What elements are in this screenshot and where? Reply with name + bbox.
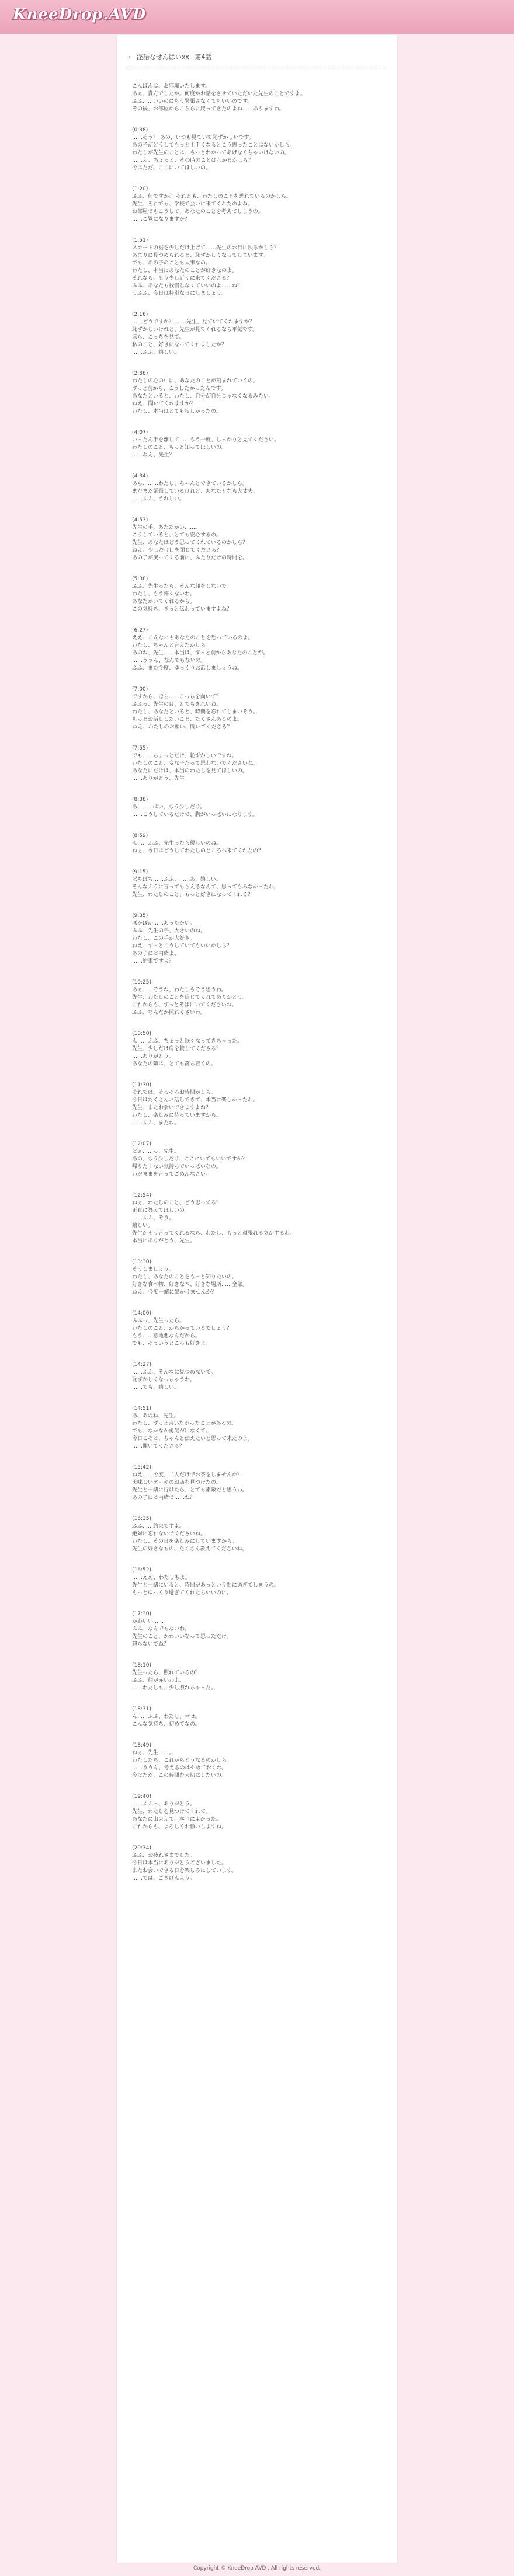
script-line: スカートの裾を少しだけ上げて……先生のお目に映るかしら？ [132, 245, 280, 251]
script-line: ねえ……今度、二人だけでお茶をしませんか？ [132, 1472, 243, 1478]
script-line: あ、……はい、もう少しだけ。 [132, 804, 206, 810]
script-line: 好きな食べ物、好きな本、好きな場所……全部。 [132, 1282, 248, 1288]
script-line: まだまだ緊張しているけれど、あなたとなら大丈夫。 [132, 489, 259, 494]
footer-copyright: Copyright © KneeDrop AVD , All rights reserved. [193, 2565, 321, 2571]
script-line: こんばんは、お邪魔いたします。 [132, 83, 211, 89]
script-line: そうしましょう。 [132, 1267, 175, 1273]
script-line: ぽかぽか……あったかい。 [132, 921, 195, 926]
script-line: いったん手を離して……もう一度、しっかりと見てください。 [132, 437, 280, 443]
script-line: ずっと前から、こうしたかったんです。 [132, 386, 226, 392]
script-line: わたしが先生のことは、もっとわかってあげなくちゃいけないの。 [132, 150, 290, 156]
chevron-right-icon: › [128, 53, 131, 61]
script-line: わたし、楽しみに待っていますから。 [132, 1113, 222, 1118]
script-line: 本当にありがとう、先生。 [132, 1238, 196, 1244]
script-line: あら、……わたし、ちゃんとできているかしら。 [132, 481, 248, 487]
script-line: ……え、ちょっと、その時のことはわかるかしら？ [132, 158, 253, 163]
script-line: こうしていると、とても安心するの。 [132, 532, 221, 538]
script-line: ふふ、顔が赤いわよ。 [132, 1678, 185, 1683]
script-line: ふふ、なんでもないわ。 [132, 1626, 190, 1632]
script-line: わたし、本当はとても寂しかったの。 [132, 409, 221, 414]
script-line: ……わたしも、少し照れちゃった。 [132, 1685, 217, 1691]
script-line: わたし、もう怖くないわ。 [132, 591, 195, 597]
script-line: ねぇ、わたしのこと、どう思ってる？ [132, 1200, 222, 1206]
script-line: わたし、あなたのことをもっと知りたいの。 [132, 1274, 237, 1280]
script-line: その後、お部屋からこちらに戻ってきたのよね……ありますわ。 [132, 106, 284, 112]
script-line: ほら、こっちを見て。 [132, 334, 185, 340]
script-line: ねぇ、今日はどうしてわたしのところへ来てくれたの？ [132, 848, 264, 854]
script-line: 先生、わたしを見つけてくれて。 [132, 1809, 211, 1815]
script-section [132, 186, 383, 224]
timestamp: (16:52) [132, 1567, 151, 1573]
timestamp: (14:00) [132, 1310, 151, 1316]
script-body [132, 83, 383, 1896]
script-line: 絶対に忘れないでくださいね。 [132, 1531, 206, 1537]
script-line: あの子がどうしてもっと上手くなるとこう思ったことはないかしら。 [132, 142, 296, 148]
script-section [132, 1259, 383, 1296]
page-title: 淫語なせんぱいxx [136, 53, 189, 61]
script-line: ふふ、なんだか照れくさいわ。 [132, 1010, 206, 1016]
script-line: 恥ずかしくなっちゃうわ。 [132, 1377, 195, 1383]
script-line: ぱちぱち……ふふ、……あ、嬉しい。 [132, 877, 221, 883]
script-line: 嬉しい。 [132, 1223, 154, 1229]
script-section [132, 237, 383, 298]
script-line: ふふ……いいのにもう緊張さなくてもいいのです。 [132, 99, 253, 104]
script-line: わたし、ずっと言いたかったことがあるの。 [132, 1421, 237, 1427]
script-line: ……でも、嬉しい。 [132, 1385, 180, 1390]
site-header [0, 0, 514, 34]
timestamp: (18:49) [132, 1742, 151, 1748]
script-line: ええ、こんなにもあなたのことを想っているのよ。 [132, 635, 253, 641]
script-line: でも、なかなか勇気が出なくて。 [132, 1428, 211, 1434]
script-section [132, 311, 383, 357]
episode-label: 第4話 [195, 53, 212, 61]
script-section [132, 1611, 383, 1648]
script-line: ふふ、お疲れさまでした。 [132, 1853, 196, 1859]
script-line: 怒らないでね？ [132, 1641, 169, 1647]
script-section [132, 576, 383, 614]
script-line: 今日こそは、ちゃんと伝えたいと思って来たのよ。 [132, 1436, 253, 1442]
script-line: これからも、ずっとそばにいてくださいね。 [132, 1002, 237, 1008]
script-line: ふふ、何ですか？ それとも、わたしのことを恐れているのかしら。 [132, 194, 292, 200]
script-line: ふふ、また今度、ゆっくりお話しましょうね。 [132, 665, 243, 671]
script-line: 先生、あなたはどう思ってくれているのかしら？ [132, 540, 248, 546]
timestamp: (15:42) [132, 1465, 151, 1470]
timestamp: (7:00) [132, 686, 148, 692]
timestamp: (4:53) [132, 517, 148, 523]
script-section [132, 517, 383, 562]
script-line: あぁ……そうね、わたしもそう思うわ。 [132, 987, 227, 993]
script-line: こんな気持ち、初めてなの。 [132, 1721, 200, 1727]
script-line: でも……ちょっとだけ、恥ずかしいですね。 [132, 753, 237, 759]
script-line: 今日は本当にありがとうございました。 [132, 1860, 227, 1866]
timestamp: (11:30) [132, 1082, 151, 1088]
script-section [132, 1464, 383, 1502]
script-line: ですから、ほら……こっちを向いて？ [132, 694, 221, 700]
script-line: わたしたち、これからどうなるのかしら。 [132, 1758, 232, 1763]
script-line: わたしのこと、からかっているでしょう？ [132, 1326, 232, 1331]
timestamp: (13:30) [132, 1259, 151, 1265]
script-line: これからも、よろしくお願いしますね。 [132, 1824, 227, 1830]
script-line: ふふっ、先生の目、とてもきれいね。 [132, 702, 222, 707]
timestamp: (4:34) [132, 473, 148, 479]
script-line: ふふ……約束ですよ。 [132, 1524, 185, 1529]
timestamp: (19:40) [132, 1794, 151, 1800]
script-section [132, 429, 383, 459]
main-content [117, 35, 397, 2563]
script-line: 今日はたくさんお話しできて、本当に楽しかったわ。 [132, 1097, 258, 1103]
script-line: ……ふふ、うれしい。 [132, 496, 185, 502]
script-section [132, 1141, 383, 1179]
script-line: わたし、その日を楽しみにしていますから。 [132, 1539, 238, 1545]
script-line: でも、そういうところも好きよ。 [132, 1341, 211, 1347]
script-line: 先生の好きなもの、たくさん教えてくださいね。 [132, 1546, 248, 1552]
script-line: 正直に答えてほしいの。 [132, 1208, 190, 1214]
script-section [132, 686, 383, 731]
script-line: ん……ふふ、わたし、幸せ。 [132, 1714, 200, 1720]
script-line: ……ふふ、またね。 [132, 1120, 180, 1126]
script-section [132, 127, 383, 172]
script-section [132, 796, 383, 819]
timestamp: (17:30) [132, 1611, 151, 1617]
script-section [132, 473, 383, 503]
script-line: ねえ、ずっとこうしていてもいいかしら？ [132, 943, 232, 949]
timestamp: (10:50) [132, 1031, 151, 1037]
timestamp: (1:51) [132, 238, 148, 243]
script-section [132, 1793, 383, 1831]
script-section [132, 745, 383, 783]
script-line: 帰りたくない気持ちでいっぱいなの。 [132, 1164, 221, 1170]
script-line: あなたの隣は、とても落ち着くの。 [132, 1061, 216, 1067]
script-line: 先生がそう言ってくれるなら、わたし、もっと頑張れる気がするわ。 [132, 1231, 295, 1236]
timestamp: (9:35) [132, 913, 148, 919]
script-line: それなら、もう少し近くに来てくださる？ [132, 276, 232, 281]
script-line: わたしの心の中に、あなたのことが刻まれていくの。 [132, 378, 258, 384]
script-section [132, 83, 383, 113]
script-line: 先生、またお会いできますよね？ [132, 1105, 211, 1111]
script-line: ……ううん、なんでもないの。 [132, 658, 206, 664]
script-section [132, 627, 383, 672]
script-line: ふふ、先生ったら、そんな顔をしないで。 [132, 584, 232, 590]
script-section [132, 1706, 383, 1728]
script-line: わたしのこと、もっと知ってほしいの。 [132, 445, 227, 451]
script-line: あ、あのね、先生。 [132, 1413, 179, 1419]
script-line: うふふ、今日は特別な日にしましょう。 [132, 291, 227, 297]
timestamp: (4:07) [132, 430, 148, 435]
script-line: ねえ、わたしのお願い、聞いてくださる？ [132, 724, 232, 730]
script-line: 私のこと、好きになってくれましたか？ [132, 342, 227, 348]
script-line: かわいい……。 [132, 1619, 169, 1625]
script-line: 先生、それでも、学校で会いに来てくれたのよね。 [132, 201, 253, 207]
script-line: ……では、ごきげんよう。 [132, 1876, 196, 1881]
script-line: あの子が戻ってくる前に、ふたりだけの時間を。 [132, 555, 248, 561]
page-title-bar [128, 51, 386, 67]
script-section [132, 1310, 383, 1348]
timestamp: (7:55) [132, 745, 148, 751]
script-line: 今はただ、ここにいてほしいの。 [132, 165, 211, 171]
script-line: あなたに出会えて、本当によかった。 [132, 1817, 221, 1822]
script-line: わたし、この手が大好き。 [132, 936, 195, 942]
script-section [132, 1361, 383, 1392]
site-logo[interactable]: KneeDrop.AVD [13, 6, 147, 23]
script-section [132, 1845, 383, 1883]
script-line: ん……ふふ、先生ったら優しいのね。 [132, 841, 222, 846]
timestamp: (2:16) [132, 312, 148, 318]
script-line: ……そう？ あの、いつも見ていて恥ずかしいです。 [132, 135, 254, 141]
script-line: ……ええ、わたしもよ。 [132, 1575, 190, 1581]
script-line: わたし、ちゃんと言えたかしら。 [132, 643, 211, 649]
script-line: あまりに見つめられると、恥ずかしくなってしまいます。 [132, 253, 269, 259]
timestamp: (12:07) [132, 1141, 151, 1147]
script-line: この気持ち、きっと伝わっていますよね？ [132, 606, 232, 612]
script-line: はぁ……っ、先生。 [132, 1149, 180, 1155]
timestamp: (10:25) [132, 979, 151, 985]
script-line: あの子には内緒よ。 [132, 951, 180, 957]
script-line: ……ご覧になりますか？ [132, 217, 190, 222]
script-line: ん……ふふ、ちょっと眠くなってきちゃった。 [132, 1038, 243, 1044]
script-section [132, 1030, 383, 1068]
script-line: ……ふふ、そう。 [132, 1215, 175, 1221]
script-section [132, 1405, 383, 1451]
script-section [132, 979, 383, 1017]
script-line: お部屋でもこうして、あなたのことを考えてしまうの。 [132, 209, 263, 215]
script-line: ……ありがとう。 [132, 1054, 175, 1059]
script-line: ……ふふ、嬉しい。 [132, 350, 180, 355]
script-line: それでは、そろそろお時間かしら。 [132, 1090, 217, 1096]
script-section [132, 1082, 383, 1127]
script-section [132, 1192, 383, 1245]
script-line: 先生、少しだけ肩を貸してくださる？ [132, 1046, 222, 1052]
script-line: ふふ、先生の手、大きいのね。 [132, 928, 206, 934]
script-line: ……ふふ、そんなに見つめないで。 [132, 1369, 217, 1375]
script-line: ……どうですか？ ……先生、見ていてくれますか？ [132, 319, 255, 325]
script-section [132, 1742, 383, 1780]
script-line: ……約束ですよ？ [132, 958, 175, 964]
timestamp: (12:54) [132, 1193, 151, 1198]
timestamp: (8:59) [132, 833, 148, 839]
script-line: ふふ、あなたも我慢しなくていいのよ……ね？ [132, 283, 243, 289]
script-line: わがままを言ってごめんなさい。 [132, 1172, 211, 1177]
script-line: ……ううん、考えるのはやめておくわ。 [132, 1765, 227, 1771]
timestamp: (1:20) [132, 186, 148, 192]
script-line: 先生と一緒にいると、時間があっという間に過ぎてしまうの。 [132, 1582, 279, 1588]
script-line: 先生ったら、照れているの？ [132, 1670, 201, 1676]
script-line: ……ふふっ、ありがとう。 [132, 1801, 196, 1807]
timestamp: (20:34) [132, 1845, 151, 1851]
timestamp: (14:27) [132, 1362, 151, 1368]
script-line: またお会いできる日を楽しみにしています。 [132, 1868, 237, 1874]
script-line: 今はただ、この時間を大切にしたいの。 [132, 1773, 227, 1779]
script-line: あのね、先生……本当は、ずっと前からあなたのことが。 [132, 650, 269, 656]
timestamp: (14:51) [132, 1406, 151, 1411]
script-line: そんなふうに言ってもらえるなんて、思ってもみなかったわ。 [132, 884, 279, 890]
script-line: 先生の手、あたたかい……。 [132, 525, 201, 531]
script-line: ……ありがとう、先生。 [132, 776, 190, 782]
script-line: でも、あの子のことも大事なの。 [132, 260, 211, 266]
script-line: 美味しいケーキのお店を見つけたの。 [132, 1480, 221, 1486]
timestamp: (18:31) [132, 1706, 151, 1712]
script-line: 恥ずかしいけれど、先生が見てくれるなら平気です。 [132, 327, 258, 333]
script-line: わたし、あなたといると、時間を忘れてしまいそう。 [132, 709, 259, 715]
script-section [132, 912, 383, 965]
script-line: 先生、わたしのこと、もっと好きになってくれる？ [132, 892, 253, 898]
timestamp: (2:36) [132, 371, 148, 377]
script-line: ねぇ、先生……。 [132, 1750, 175, 1756]
timestamp: (8:38) [132, 797, 148, 803]
timestamp: (5:38) [132, 576, 148, 582]
script-section [132, 832, 383, 855]
script-section [132, 1662, 383, 1692]
timestamp: (6:27) [132, 628, 148, 633]
script-line: あなたがいてくれるから。 [132, 599, 196, 605]
timestamp: (9:15) [132, 869, 148, 875]
script-line: ねえ、聞いてくれますか？ [132, 401, 196, 407]
script-line: もっとゆっくり過ぎてくれたらいいのに。 [132, 1590, 232, 1596]
script-line: 先生と一緒に行けたら、とても素敵だと思うわ。 [132, 1487, 248, 1493]
script-line: ねえ、少しだけ目を閉じてくださる？ [132, 548, 222, 553]
script-line: ……聞いてくださる？ [132, 1444, 185, 1449]
script-line: あの子には内緒で……ね？ [132, 1495, 196, 1501]
script-section [132, 869, 383, 899]
script-line: もう……意地悪なんだから。 [132, 1333, 201, 1339]
script-line: わたし、本当にあなたのことが好きなのよ。 [132, 268, 238, 274]
timestamp: (0:38) [132, 127, 148, 133]
timestamp: (16:35) [132, 1516, 151, 1522]
script-line: 先生のこと、かわいいなって思っただけ。 [132, 1634, 232, 1640]
timestamp: (18:10) [132, 1662, 151, 1668]
script-line: あなたといると、わたし、自分が自分じゃなくなるみたい。 [132, 393, 275, 399]
script-line: あの、もう少しだけ、ここにいてもいいですか？ [132, 1156, 248, 1162]
script-line: わたしのこと、変な子だって思わないでくださいね。 [132, 761, 259, 766]
script-line: ねえ、今度一緒に出かけませんか？ [132, 1289, 217, 1295]
script-line: ……こうしているだけで、胸がいっぱいになります。 [132, 812, 258, 818]
script-line: あぁ、貴方でしたか。何度かお話をさせていただいた先生のことですよ。 [132, 91, 305, 97]
script-section [132, 370, 383, 416]
script-line: ふふっ、先生ったら。 [132, 1318, 185, 1324]
script-section [132, 1567, 383, 1597]
script-line: あなたにだけは、本当のわたしを見てほしいの。 [132, 768, 248, 774]
script-section [132, 1515, 383, 1553]
script-line: もっとお話ししたいこと、たくさんあるのよ。 [132, 717, 243, 723]
script-line: ……ねえ、先生？ [132, 452, 175, 458]
script-line: 先生、わたしのことを信じてくれてありがとう。 [132, 995, 248, 1001]
